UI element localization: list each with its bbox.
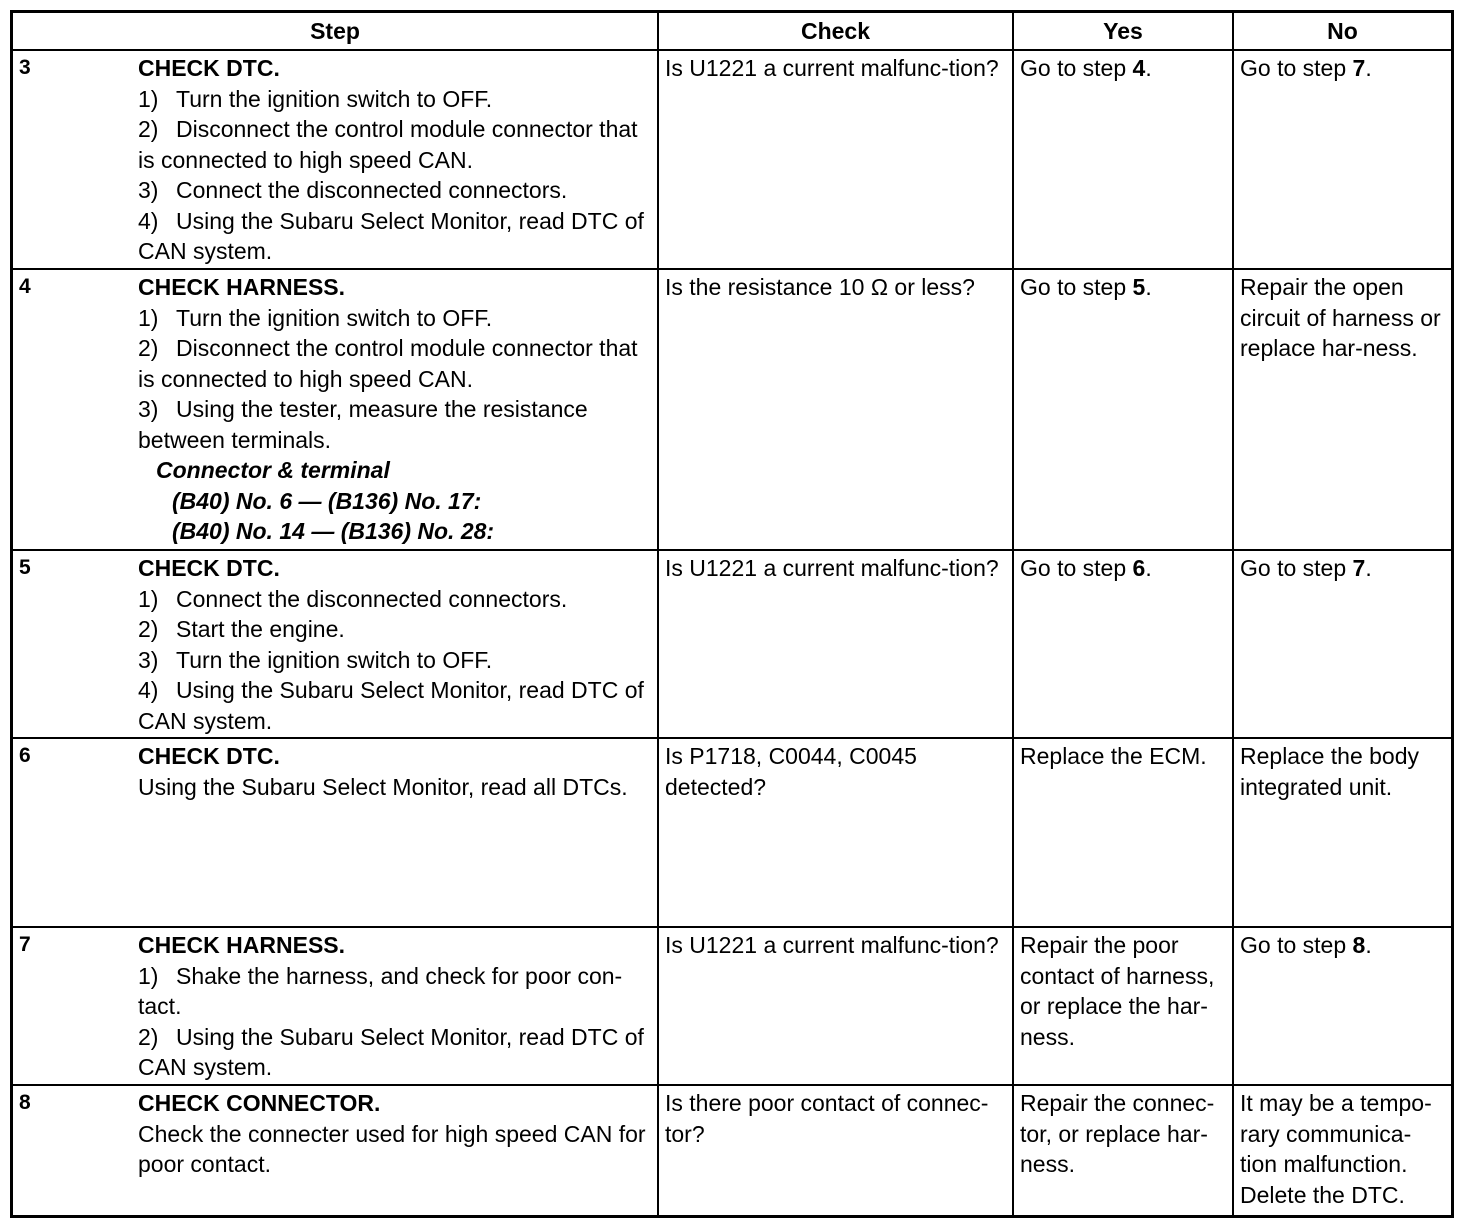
step-title: CHECK DTC. — [138, 55, 280, 81]
step-title: CHECK HARNESS. — [138, 274, 346, 300]
yes-cell: Replace the ECM. — [1013, 738, 1233, 927]
instruction-line: 2) Disconnect the control module connector that is connected to high speed CAN. — [138, 335, 638, 392]
step-cell — [13, 927, 658, 1085]
table-row — [13, 1085, 1451, 1215]
header-yes: Yes — [1013, 13, 1233, 50]
check-cell: Is there poor contact of connec-tor? — [658, 1085, 1013, 1215]
instruction-line: 1) Shake the harness, and check for poor con-tact. — [138, 962, 623, 1019]
header-row — [13, 13, 1451, 50]
step-number: 5 — [19, 556, 31, 579]
no-cell: It may be a tempo-rary communica-tion malfunction. Delete the DTC. — [1233, 1085, 1451, 1215]
instruction-line: 2) Start the engine. — [138, 616, 345, 642]
table-row — [13, 50, 1451, 269]
step-title: CHECK DTC. — [138, 743, 280, 769]
step-number: 3 — [19, 56, 31, 79]
check-cell: Is U1221 a current malfunc-tion? — [658, 927, 1013, 1085]
step-number: 8 — [19, 1091, 31, 1114]
step-cell — [13, 1085, 658, 1215]
step-cell — [13, 738, 658, 927]
check-cell: Is the resistance 10 Ω or less? — [658, 269, 1013, 550]
no-cell: Repair the open circuit of harness or replace har-ness. — [1233, 269, 1451, 550]
yes-cell: Repair the connec-tor, or replace har-ness. — [1013, 1085, 1233, 1215]
instruction-line: 1) Turn the ignition switch to OFF. — [138, 85, 493, 112]
terminal-pair: (B40) No. 14 — (B136) No. 28: — [172, 518, 495, 544]
terminal-pair: (B40) No. 6 — (B136) No. 17: — [172, 487, 482, 514]
step-cell — [13, 50, 658, 269]
instruction-line: 3) Connect the disconnected connectors. — [138, 177, 568, 203]
instruction-line: 1) Connect the disconnected connectors. — [138, 585, 568, 612]
step-cell — [13, 550, 658, 738]
table-row — [13, 738, 1451, 927]
no-cell: Go to step 7. — [1233, 550, 1451, 738]
table-row — [13, 550, 1451, 738]
no-cell: Go to step 7. — [1233, 50, 1451, 269]
check-cell: Is U1221 a current malfunc-tion? — [658, 550, 1013, 738]
instruction-text: Check the connecter used for high speed CAN for poor contact. — [138, 1120, 646, 1177]
step-number: 6 — [19, 744, 31, 767]
table-row — [13, 927, 1451, 1085]
yes-cell: Go to step 5. — [1013, 269, 1233, 550]
diagnostic-procedure-table — [13, 13, 1451, 1215]
no-cell: Replace the body integrated unit. — [1233, 738, 1451, 927]
step-number: 4 — [19, 275, 31, 298]
instruction-line: 4) Using the Subaru Select Monitor, read DTC of CAN system. — [138, 207, 644, 264]
yes-cell: Go to step 4. — [1013, 50, 1233, 269]
yes-cell: Go to step 6. — [1013, 550, 1233, 738]
step-title: CHECK DTC. — [138, 555, 280, 581]
no-cell: Go to step 8. — [1233, 927, 1451, 1085]
step-cell — [13, 269, 658, 550]
connector-terminal-heading: Connector & terminal — [156, 457, 390, 483]
header-check: Check — [658, 13, 1013, 50]
instruction-line: 4) Using the Subaru Select Monitor, read DTC of CAN system. — [138, 677, 644, 734]
check-cell: Is U1221 a current malfunc-tion? — [658, 50, 1013, 269]
check-cell: Is P1718, C0044, C0045 detected? — [658, 738, 1013, 927]
instruction-line: 3) Using the tester, measure the resistance between terminals. — [138, 396, 588, 453]
step-number: 7 — [19, 933, 31, 956]
header-no: No — [1233, 13, 1451, 50]
header-step: Step — [13, 13, 658, 50]
instruction-line: 1) Turn the ignition switch to OFF. — [138, 304, 493, 331]
step-title: CHECK CONNECTOR. — [138, 1090, 381, 1116]
step-title: CHECK HARNESS. — [138, 932, 346, 958]
instruction-line: 3) Turn the ignition switch to OFF. — [138, 646, 493, 673]
table-row — [13, 269, 1451, 550]
diagnostic-table-sheet — [10, 10, 1454, 1218]
instruction-line: 2) Using the Subaru Select Monitor, read DTC of CAN system. — [138, 1023, 644, 1080]
instruction-text: Using the Subaru Select Monitor, read all DTCs. — [138, 773, 628, 800]
instruction-line: 2) Disconnect the control module connector that is connected to high speed CAN. — [138, 116, 638, 173]
yes-cell: Repair the poor contact of harness, or replace the har-ness. — [1013, 927, 1233, 1085]
